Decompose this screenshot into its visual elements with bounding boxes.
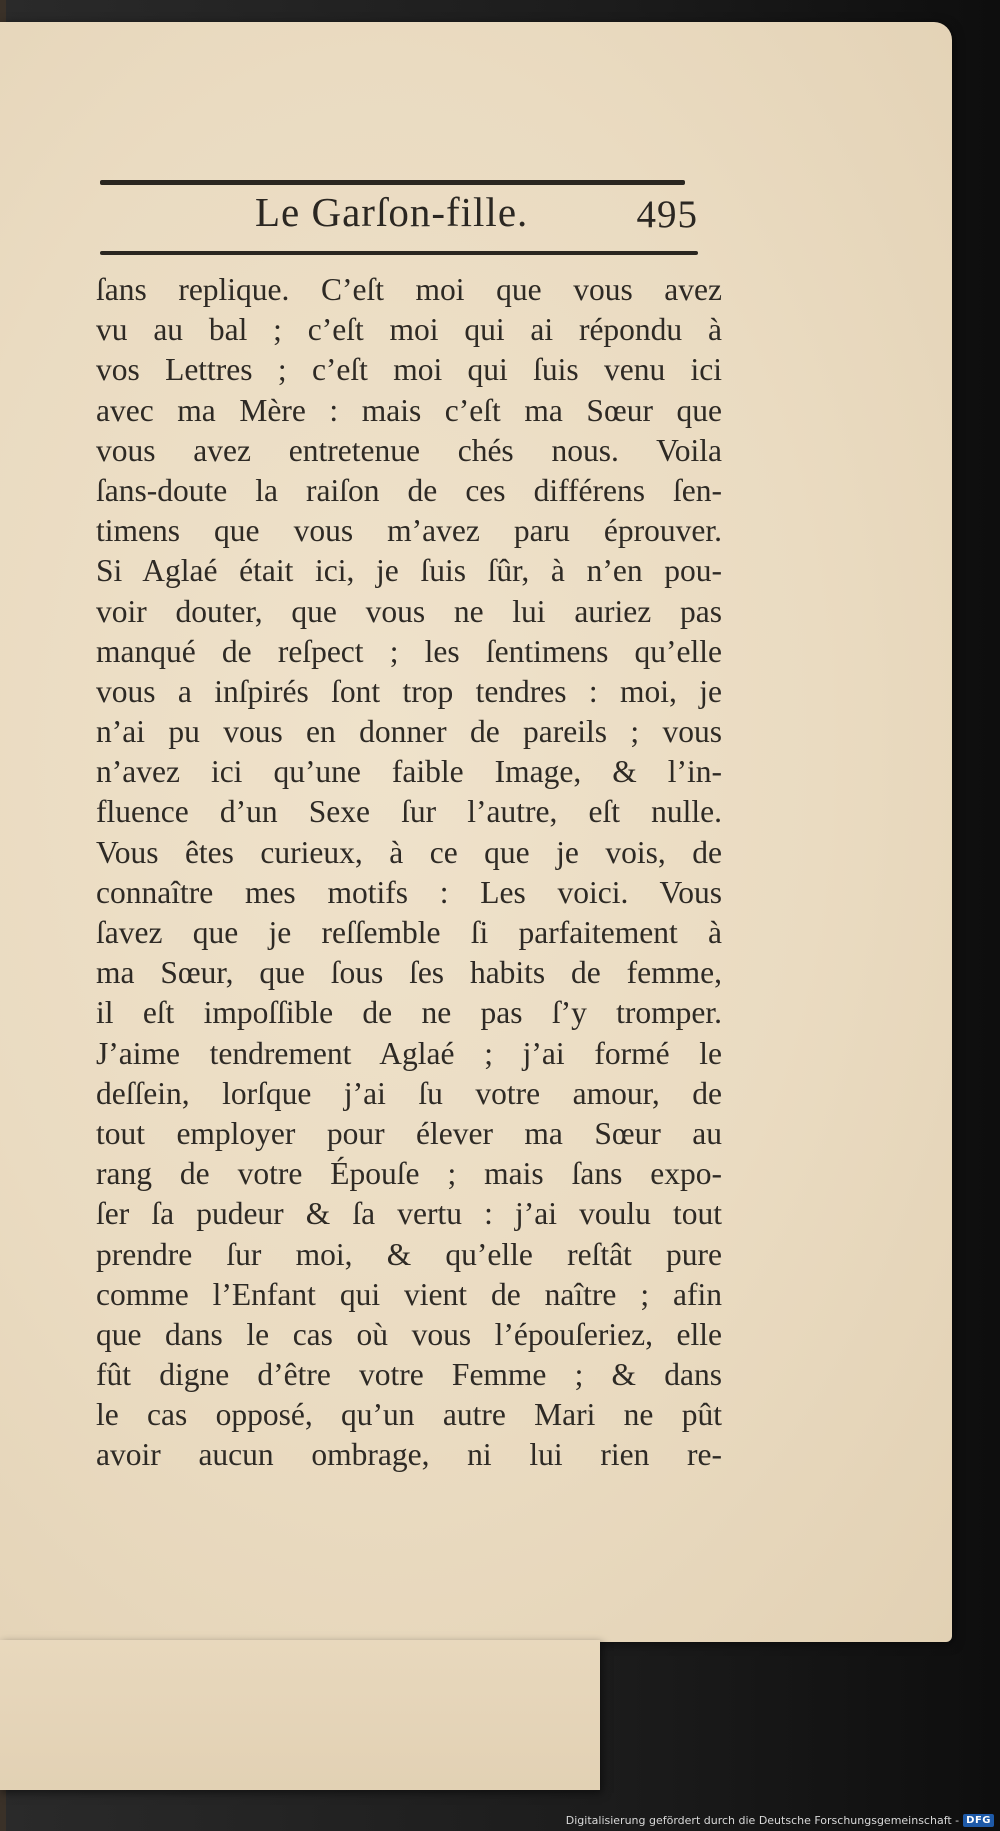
text-line: fluence d’un Sexe ſur l’autre, eſt nulle. [96, 794, 722, 830]
body-text [96, 270, 722, 1476]
text-line: ſavez que je reſſemble ſi parfaitement à [96, 915, 722, 950]
page-number: 495 [636, 193, 698, 236]
footer-credit: Digitalisierung gefördert durch die Deutsche Forschungsgemeinschaft - [565, 1814, 960, 1827]
text-line: vu au bal ; c’eſt moi qui ai répondu à [96, 312, 722, 348]
text-line: ſans replique. C’eſt moi que vous avez [96, 272, 722, 307]
text-line: fût digne d’être votre Femme ; & dans [96, 1357, 722, 1393]
text-line: le cas opposé, qu’un autre Mari ne pût [96, 1397, 722, 1433]
running-head [100, 184, 698, 250]
text-line: manqué de reſpect ; les ſentimens qu’elle [96, 633, 722, 669]
running-head-title: Le Garſon-fille. [255, 189, 529, 235]
header-rule-bottom [100, 251, 698, 255]
text-line: J’aime tendrement Aglaé ; j’ai formé le [96, 1035, 722, 1071]
text-line: avec ma Mère : mais c’eſt ma Sœur que [96, 392, 722, 428]
text-line: ma Sœur, que ſous ſes habits de femme, [96, 955, 722, 991]
text-line: ſans-doute la raiſon de ces différens ſen- [96, 472, 722, 508]
text-line: il eſt impoſſible de ne pas ſ’y tromper. [96, 995, 722, 1031]
text-line: vous a inſpirés ſont trop tendres : moi, je [96, 673, 722, 709]
page-bottom-edge [0, 1640, 600, 1790]
text-line: n’avez ici qu’une faible Image, & l’in- [96, 754, 722, 790]
digitization-footer [566, 1814, 994, 1827]
text-line: prendre ſur moi, & qu’elle reſtât pure [96, 1236, 722, 1272]
text-line: Si Aglaé était ici, je ſuis ſûr, à n’en pou- [96, 553, 722, 589]
text-line: ſer ſa pudeur & ſa vertu : j’ai voulu tout [96, 1196, 722, 1232]
book-page [0, 22, 952, 1642]
text-line: n’ai pu vous en donner de pareils ; vous [96, 714, 722, 750]
text-line: connaître mes motifs : Les voici. Vous [96, 874, 722, 910]
text-line: tout employer pour élever ma Sœur au [96, 1115, 722, 1151]
text-line: voir douter, que vous ne lui auriez pas [96, 593, 722, 629]
text-line: Vous êtes curieux, à ce que je vois, de [96, 834, 722, 870]
text-line: deſſein, lorſque j’ai ſu votre amour, de [96, 1075, 722, 1111]
text-line: que dans le cas où vous l’épouſeriez, elle [96, 1316, 722, 1352]
text-line: timens que vous m’avez paru éprouver. [96, 513, 722, 549]
text-line: vous avez entretenue chés nous. Voila [96, 432, 722, 468]
dfg-logo-icon: DFG [963, 1814, 994, 1827]
text-line: vos Lettres ; c’eſt moi qui ſuis venu ici [96, 352, 722, 388]
text-line: avoir aucun ombrage, ni lui rien re- [96, 1437, 722, 1473]
text-line: rang de votre Épouſe ; mais ſans expo- [96, 1156, 722, 1192]
text-line: comme l’Enfant qui vient de naître ; afin [96, 1276, 722, 1312]
